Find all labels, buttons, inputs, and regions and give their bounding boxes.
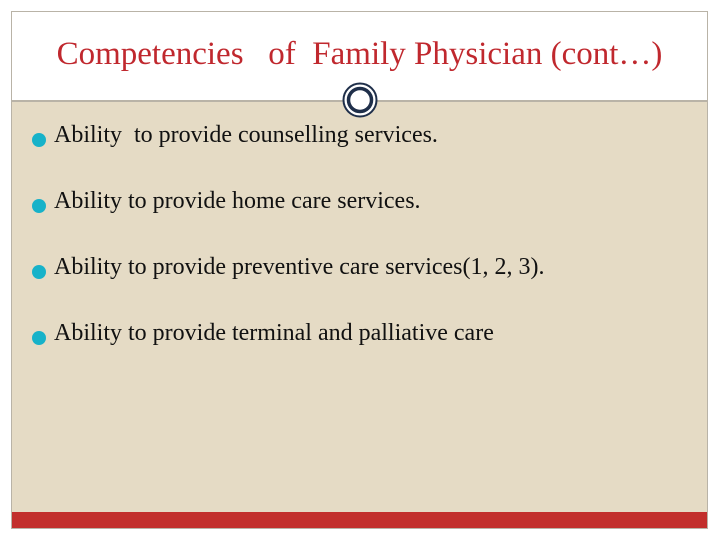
- bullet-dot-icon: [32, 133, 46, 147]
- slide: [11, 11, 708, 529]
- slide-title: Competencies of Family Physician (cont…): [56, 36, 663, 72]
- bullet-item: [32, 122, 697, 188]
- bullet-text: Ability to provide terminal and palliative care: [54, 320, 494, 346]
- content-area: [12, 100, 707, 512]
- bullet-item: [32, 188, 697, 254]
- bullet-dot-icon: [32, 199, 46, 213]
- bullet-item: [32, 254, 697, 320]
- circle-ornament-icon: [342, 82, 378, 118]
- bullet-text: Ability to provide home care services.: [54, 188, 421, 214]
- bullet-item: [32, 320, 697, 386]
- bullet-text: Ability to provide preventive care services(1, 2, 3).: [54, 254, 545, 280]
- bullet-list: [32, 122, 697, 386]
- bullet-text: Ability to provide counselling services.: [54, 122, 438, 148]
- bottom-bar: [12, 512, 707, 528]
- bullet-dot-icon: [32, 265, 46, 279]
- bullet-dot-icon: [32, 331, 46, 345]
